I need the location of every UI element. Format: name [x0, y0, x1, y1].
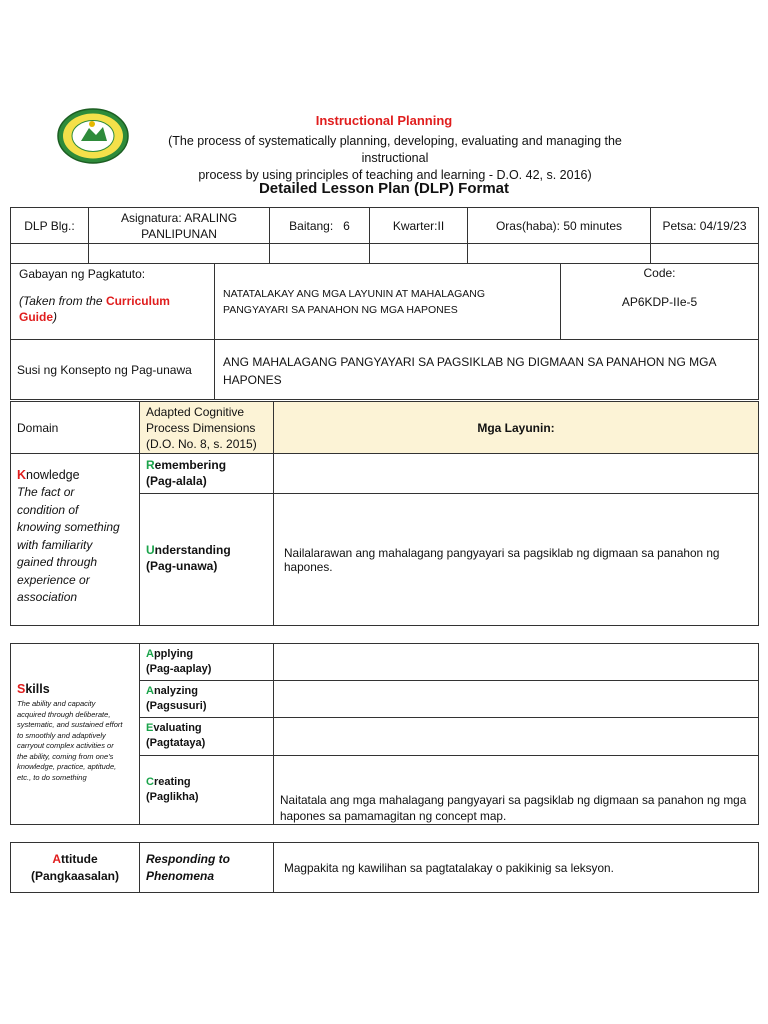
- applying-sub: (Pag-aaplay): [146, 663, 212, 675]
- baitang-label: Baitang: 6: [289, 218, 350, 233]
- adapted-cognitive-cell: [139, 401, 274, 454]
- attitude-objective: Magpakita ng kawilihan sa pagtatalakay o pakikinig sa leksyon.: [284, 860, 614, 875]
- description-line: carryout complex activities or: [17, 741, 114, 750]
- understanding-objective: Nailalarawan ang mahalagang pangyayari sa pagsiklab ng digmaan sa panahon ng hapones.: [284, 545, 720, 574]
- skills-initial: S: [17, 682, 26, 696]
- skills-cell: [10, 643, 140, 825]
- evaluating-rest: valuating: [153, 722, 202, 734]
- creating-rest: reating: [153, 776, 191, 788]
- remembering-cell: [139, 453, 274, 494]
- empty-cell: [269, 243, 370, 264]
- analyzing-sub: (Pagsusuri): [146, 700, 207, 712]
- mga-layunin-header-cell: [273, 401, 759, 454]
- understanding-sub: (Pag-unawa): [146, 559, 218, 573]
- petsa-label: Petsa: 04/19/23: [662, 218, 747, 233]
- responding-line-1: Responding to: [146, 852, 230, 866]
- description-line: gained through: [17, 555, 98, 569]
- taken-from-text: (Taken from the: [19, 294, 106, 308]
- description-line: knowledge, practice, aptitude,: [17, 762, 117, 771]
- susi-value-line-2: HAPONES: [223, 373, 282, 387]
- petsa-cell: [650, 207, 759, 244]
- attitude-cell: [10, 842, 140, 893]
- asignatura-label: Asignatura: ARALING: [120, 210, 238, 225]
- baitang-cell: [269, 207, 370, 244]
- code-label: Code:: [643, 266, 676, 280]
- oras-label: Oras(haba): 50 minutes: [495, 218, 623, 233]
- dlp-format-title: Detailed Lesson Plan (DLP) Format: [258, 180, 510, 197]
- skills-description: [17, 699, 133, 783]
- curriculum-text: Curriculum: [105, 294, 170, 308]
- description-line: with familiarity: [17, 537, 93, 552]
- description-line: The ability and capacity: [17, 699, 96, 708]
- empty-cell: [10, 243, 89, 264]
- competency-line-2: PANGYAYARI SA PANAHON NG MGA HAPONES: [223, 304, 458, 316]
- asignatura-cell: [88, 207, 270, 244]
- attitude-objective-cell: [273, 842, 759, 893]
- analyzing-objective-cell: [273, 680, 759, 718]
- empty-cell: [650, 243, 759, 264]
- analyzing-title: [146, 684, 267, 699]
- competency-line-1: NATATALAKAY ANG MGA LAYUNIN AT MAHALAGANG: [223, 288, 485, 300]
- empty-cell: [467, 243, 651, 264]
- analyzing-initial: A: [146, 685, 154, 697]
- knowledge-description: [17, 484, 133, 607]
- knowledge-rest: nowledge: [26, 468, 80, 482]
- creating-objective-cell: [273, 755, 759, 825]
- knowledge-initial: K: [17, 468, 27, 482]
- empty-cell: [88, 243, 270, 264]
- creating-cell: [139, 755, 274, 825]
- code-value: AP6KDP-IIe-5: [621, 295, 698, 309]
- competency-cell: [214, 263, 561, 340]
- analyzing-cell: [139, 680, 274, 718]
- susi-value-cell: [214, 339, 759, 400]
- description-line: acquired through deliberate,: [17, 709, 111, 719]
- responding-cell: [139, 842, 274, 893]
- oras-cell: [467, 207, 651, 244]
- remembering-sub: (Pag-alala): [146, 474, 207, 488]
- analyzing-rest: nalyzing: [153, 685, 198, 697]
- attitude-sub: (Pangkaasalan): [30, 868, 120, 883]
- applying-initial: A: [146, 648, 154, 660]
- attitude-initial: A: [52, 851, 61, 866]
- knowledge-title: [17, 468, 133, 482]
- applying-objective-cell: [273, 643, 759, 681]
- description-line: The fact or: [17, 485, 75, 499]
- remembering-initial: R: [146, 458, 155, 472]
- susi-value-line-1: ANG MAHALAGANG PANGYAYARI SA PAGSIKLAB NG DIGMAAN SA PANAHON NG MGA: [223, 355, 717, 369]
- domain-header-cell: [10, 401, 140, 454]
- susi-label: Susi ng Konsepto ng Pag-unawa: [17, 362, 192, 377]
- description-line: association: [17, 590, 78, 604]
- description-line-1: (The process of systematically planning, developing, evaluating and managing the instructional: [168, 134, 622, 165]
- applying-title: [146, 647, 267, 662]
- asignatura-value: PANLIPUNAN: [141, 226, 217, 241]
- evaluating-initial: E: [146, 722, 154, 734]
- attitude-title: [52, 851, 97, 868]
- instructional-planning-description: [140, 133, 650, 184]
- adapted-line-2: Process Dimensions: [146, 421, 256, 435]
- gabayan-cell: [10, 263, 215, 340]
- description-line: systematic, and sustained effort: [17, 720, 123, 729]
- creating-objective-line-1: Naitatala ang mga mahalagang pangyayari sa pagsiklab ng digmaan sa panahon ng mga: [280, 793, 747, 807]
- adapted-line-3: (D.O. No. 8, s. 2015): [146, 437, 257, 451]
- applying-rest: pplying: [153, 648, 194, 660]
- creating-title: [146, 775, 267, 790]
- attitude-rest: ttitude: [61, 851, 98, 866]
- creating-sub: (Paglikha): [146, 791, 199, 803]
- dlp-blg-cell: [10, 207, 89, 244]
- applying-cell: [139, 643, 274, 681]
- description-line: the ability, coming from one's: [17, 751, 114, 761]
- understanding-cell: [139, 493, 274, 626]
- instructional-planning-title: Instructional Planning: [315, 113, 453, 128]
- remembering-rest: emembering: [154, 458, 227, 472]
- remembering-title: [146, 457, 267, 473]
- understanding-objective-cell: [273, 493, 759, 626]
- understanding-initial: U: [146, 543, 155, 557]
- adapted-line-1: Adapted Cognitive: [146, 405, 245, 419]
- description-line: to smoothly and adaptively: [17, 730, 106, 740]
- empty-cell: [369, 243, 468, 264]
- knowledge-cell: [10, 453, 140, 626]
- evaluating-objective-cell: [273, 717, 759, 756]
- evaluating-sub: (Pagtataya): [146, 737, 206, 749]
- understanding-title: [146, 542, 267, 558]
- evaluating-cell: [139, 717, 274, 756]
- description-line: condition of: [17, 502, 79, 517]
- mga-layunin-label: Mga Layunin:: [477, 420, 555, 435]
- code-cell: [560, 263, 759, 340]
- description-line: etc., to do something: [17, 772, 87, 782]
- evaluating-title: [146, 721, 267, 736]
- skills-rest: kills: [25, 682, 50, 696]
- description-line: knowing something: [17, 520, 120, 534]
- guide-text: Guide: [19, 310, 54, 324]
- kwarter-cell: [369, 207, 468, 244]
- creating-initial: C: [146, 776, 154, 788]
- domain-label: Domain: [17, 420, 59, 435]
- close-paren-text: ): [53, 310, 58, 324]
- kwarter-label: Kwarter:II: [392, 218, 445, 233]
- understanding-rest: nderstanding: [154, 543, 231, 557]
- gabayan-source: [19, 293, 206, 325]
- skills-title: [17, 682, 133, 696]
- susi-label-cell: [10, 339, 215, 400]
- dlp-blg-label: DLP Blg.:: [24, 218, 75, 233]
- remembering-objective-cell: [273, 453, 759, 494]
- description-line: experience or: [17, 572, 90, 587]
- creating-objective-line-2: hapones sa pamamagitan ng concept map.: [280, 809, 507, 823]
- description-line-2: process by using principles of teaching and learning - D.O. 42, s. 2016): [198, 168, 592, 182]
- responding-line-2: Phenomena: [146, 869, 215, 883]
- gabayan-label: Gabayan ng Pagkatuto:: [19, 267, 146, 281]
